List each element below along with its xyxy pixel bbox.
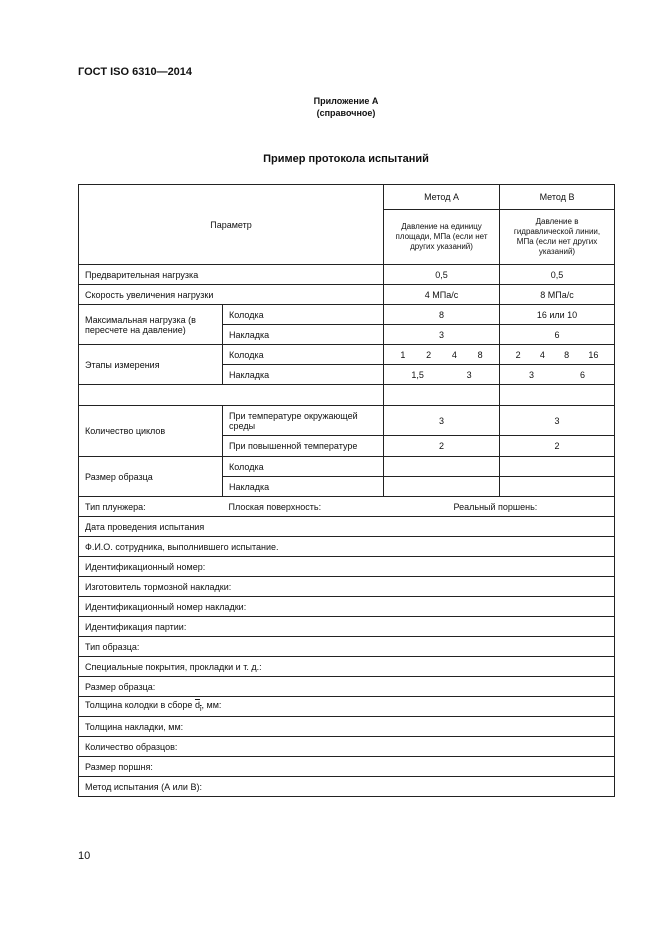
stage-value: 1,5	[411, 369, 424, 380]
table-row	[79, 657, 615, 677]
stages-block-label: Колодка	[223, 345, 384, 365]
stage-value: 1	[400, 349, 406, 360]
max-load-pad-b: 6	[500, 325, 615, 345]
sample-dimension-label: Размер образца:	[79, 677, 615, 697]
max-load-pad-label: Накладка	[223, 325, 384, 345]
test-date-label: Дата проведения испытания	[79, 517, 615, 537]
test-method-label: Метод испытания (А или В):	[79, 777, 615, 797]
stage-value: 3	[466, 369, 472, 380]
stages-block-b	[500, 345, 615, 365]
max-load-label: Максимальная нагрузка (в пересчете на давление)	[79, 305, 223, 345]
parameter-header: Параметр	[79, 185, 384, 265]
batch-id-label: Идентификация партии:	[79, 617, 615, 637]
table-row	[79, 285, 615, 305]
stage-value: 3	[529, 369, 535, 380]
stage-value: 16	[588, 349, 599, 360]
table-row	[79, 557, 615, 577]
table-row	[79, 406, 615, 436]
coatings-label: Специальные покрытия, прокладки и т. д.:	[79, 657, 615, 677]
table-row	[79, 345, 615, 365]
table-row	[79, 497, 615, 517]
thickness-text: Толщина колодки в сборе	[85, 700, 193, 711]
stage-value: 4	[451, 349, 457, 360]
stages-block-a	[384, 345, 500, 365]
empty-cell	[384, 477, 500, 497]
table-row	[79, 305, 615, 325]
method-b-description: Давление в гидравлической линии, МПа (если нет других указаний)	[500, 210, 615, 265]
stage-value: 2	[515, 349, 521, 360]
table-row	[79, 757, 615, 777]
page-number: 10	[78, 850, 91, 862]
stages-label: Этапы измерения	[79, 345, 223, 385]
max-load-block-label: Колодка	[223, 305, 384, 325]
operator-name-label: Ф.И.О. сотрудника, выполнившего испытание.	[79, 537, 615, 557]
empty-cell	[500, 385, 615, 406]
table-row	[79, 737, 615, 757]
id-number-label: Идентификационный номер:	[79, 557, 615, 577]
cycles-ambient-label: При температуре окружающей среды	[223, 406, 384, 436]
stage-value: 8	[564, 349, 570, 360]
stage-value: 6	[580, 369, 586, 380]
table-row	[79, 717, 615, 737]
sample-type-label: Тип образца:	[79, 637, 615, 657]
cycles-elevated-label: При повышенной температуре	[223, 436, 384, 457]
plunger-flat: Плоская поверхность:	[223, 497, 384, 517]
piston-size-label: Размер поршня:	[79, 757, 615, 777]
table-row	[79, 517, 615, 537]
cycles-elevated-b: 2	[500, 436, 615, 457]
protocol-table	[78, 184, 615, 797]
cycles-elevated-a: 2	[384, 436, 500, 457]
plunger-label: Тип плунжера:	[79, 497, 223, 517]
stage-value: 2	[426, 349, 432, 360]
max-load-block-a: 8	[384, 305, 500, 325]
annex-title: Приложение А	[313, 96, 379, 106]
max-load-pad-a: 3	[384, 325, 500, 345]
empty-cell	[500, 457, 615, 477]
thickness-symbol: $d_i$	[194, 700, 202, 713]
cycles-ambient-a: 3	[384, 406, 500, 436]
annex-heading	[78, 95, 614, 119]
pad-thickness-label: Толщина накладки, мм:	[79, 717, 615, 737]
method-a-description: Давление на единицу площади, МПа (если нет других указаний)	[384, 210, 500, 265]
load-rate-b: 8 МПа/с	[500, 285, 615, 305]
empty-cell	[384, 457, 500, 477]
plunger-real: Реальный поршень:	[384, 497, 615, 517]
empty-cell	[384, 385, 500, 406]
sample-size-label: Размер образца	[79, 457, 223, 497]
table-row	[79, 697, 615, 717]
stage-value: 8	[477, 349, 483, 360]
stage-value: 4	[539, 349, 545, 360]
annex-subtitle: (справочное)	[316, 108, 376, 118]
manufacturer-label: Изготовитель тормозной накладки:	[79, 577, 615, 597]
max-load-block-b: 16 или 10	[500, 305, 615, 325]
load-rate-a: 4 МПа/с	[384, 285, 500, 305]
preload-a: 0,5	[384, 265, 500, 285]
table-row	[79, 457, 615, 477]
table-row-empty	[79, 385, 615, 406]
method-a-header: Метод А	[384, 185, 500, 210]
stages-pad-a	[384, 365, 500, 385]
block-thickness-label	[79, 697, 615, 717]
standard-header: ГОСТ ISO 6310—2014	[78, 66, 193, 78]
pad-id-label: Идентификационный номер накладки:	[79, 597, 615, 617]
stages-pad-label: Накладка	[223, 365, 384, 385]
method-b-header: Метод В	[500, 185, 615, 210]
page-title: Пример протокола испытаний	[263, 153, 429, 165]
sample-size-pad-label: Накладка	[223, 477, 384, 497]
sample-size-block-label: Колодка	[223, 457, 384, 477]
load-rate-label: Скорость увеличения нагрузки	[79, 285, 384, 305]
table-row	[79, 637, 615, 657]
table-row	[79, 617, 615, 637]
table-row	[79, 597, 615, 617]
cycles-label: Количество циклов	[79, 406, 223, 457]
table-row	[79, 777, 615, 797]
preload-label: Предварительная нагрузка	[79, 265, 384, 285]
empty-cell	[79, 385, 384, 406]
thickness-suffix: , мм:	[201, 700, 222, 711]
preload-b: 0,5	[500, 265, 615, 285]
stages-pad-b	[500, 365, 615, 385]
table-row	[79, 265, 615, 285]
table-row	[79, 677, 615, 697]
sample-count-label: Количество образцов:	[79, 737, 615, 757]
cycles-ambient-b: 3	[500, 406, 615, 436]
empty-cell	[500, 477, 615, 497]
table-row	[79, 577, 615, 597]
table-row	[79, 537, 615, 557]
